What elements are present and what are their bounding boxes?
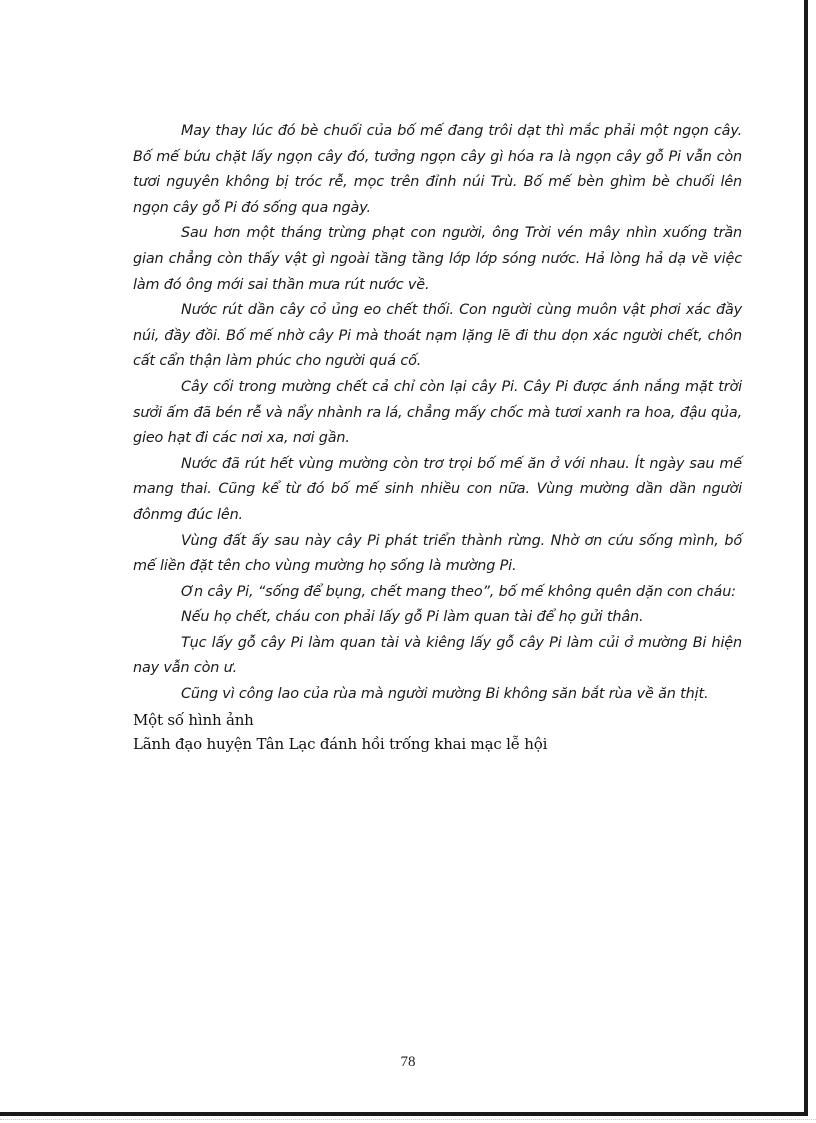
paragraph-3: Nước rút dần cây cỏ ủng eo chết thối. Con người cùng muôn vật phơi xác đầy núi, đầy đồi. Bố mế nhờ cây Pi mà thoát nạm lặng lẽ đi thu dọn xác người chết, chôn cất cẩn thận làm phúc cho người quá cố. (133, 302, 742, 370)
paragraph-1: May thay lúc đó bè chuối của bố mế đang trôi dạt thì mắc phải một ngọn cây. Bố mế bứu chặt lấy ngọn cây đó, tưởng ngọn cây gì hóa ra là ngọn cây gỗ Pi vẫn còn tươi nguyên không bị tróc rễ, mọc trên đỉnh núi Trù. Bố mế bèn ghìm bè chuối lên ngọn cây gỗ Pi đó sống qua ngày. (133, 123, 742, 216)
paragraph-2: Sau hơn một tháng trừng phạt con người, ông Trời vén mây nhìn xuống trần gian chẳng còn thấy vật gì ngoài tầng tầng lớp lớp sóng nước. Hả lòng hả dạ về việc làm đó ông mới sai thần mưa rút nước về. (133, 225, 742, 293)
paragraph-7: Ơn cây Pi, “sống để bụng, chết mang theo”, bố mế không quên dặn con cháu: (181, 583, 736, 600)
paragraph-8: Nếu họ chết, cháu con phải lấy gỗ Pi làm quan tài để họ gửi thân. (181, 609, 644, 626)
image-caption: Lãnh đạo huyện Tân Lạc đánh hồi trống khai mạc lễ hội (133, 734, 548, 753)
page-number: 78 (400, 1054, 416, 1070)
paragraph-10: Cũng vì công lao của rùa mà người mường Bi không săn bắt rùa về ăn thịt. (181, 686, 709, 703)
paragraph-5: Nước đã rút hết vùng mường còn trơ trọi bố mế ăn ở với nhau. Ít ngày sau mế mang thai. Cũng kể từ đó bố mế sinh nhiều con nữa. Vùng mường dần dần người đônmg đúc lên. (133, 455, 742, 523)
paragraph-4: Cây cối trong mường chết cả chỉ còn lại cây Pi. Cây Pi được ánh nắng mặt trời sưởi ấm đã bén rễ và nẩy nhành ra lá, chẳng mấy chốc mà tươi xanh ra hoa, đậu qủa, gieo hạt đi các nơi xa, nơi gần. (133, 378, 742, 447)
page-content (133, 119, 742, 756)
page-bottom-edge (0, 1119, 816, 1120)
paragraph-9: Tục lấy gỗ cây Pi làm quan tài và kiêng lấy gỗ cây Pi làm củi ở mường Bi hiện nay vẫn còn ư. (133, 634, 742, 677)
paragraph-6: Vùng đất ấy sau này cây Pi phát triển thành rừng. Nhờ ơn cứu sống mình, bố mế liền đặt tên cho vùng mường họ sống là mường Pi. (133, 532, 742, 575)
section-heading: Một số hình ảnh (133, 710, 254, 729)
